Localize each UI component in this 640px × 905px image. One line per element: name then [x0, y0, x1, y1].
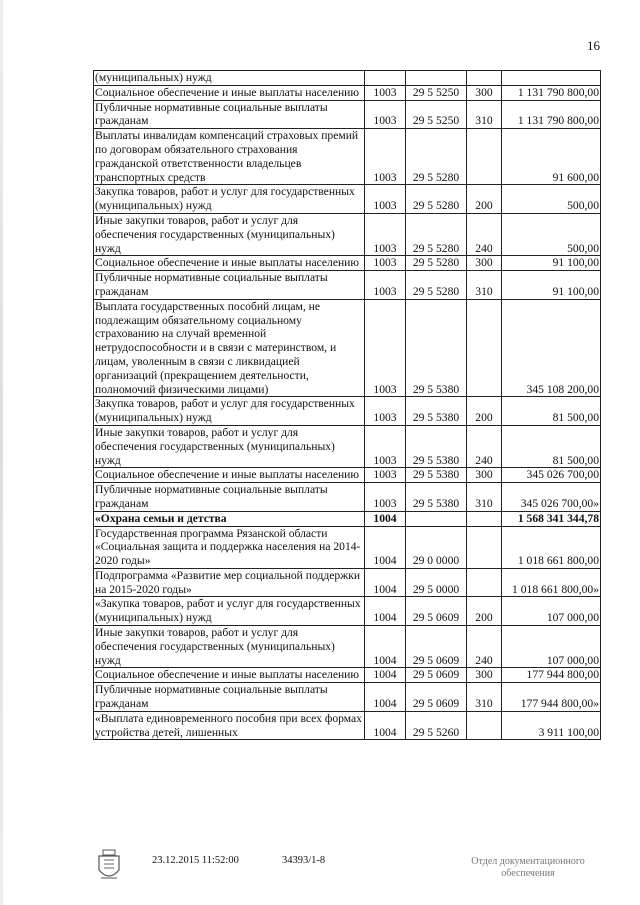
table-row: [94, 299, 601, 397]
row-section-cell: [365, 71, 406, 86]
row-expense-type-cell: 300: [467, 468, 502, 483]
row-expense-type-cell: 310: [467, 683, 502, 712]
row-expense-type-cell: [467, 71, 502, 86]
budget-table-body: [94, 71, 601, 740]
row-section-cell: 1004: [365, 568, 406, 597]
row-article-cell: 29 5 0609: [406, 626, 467, 668]
row-expense-type-cell: [467, 526, 502, 568]
row-article-cell: 29 5 5280: [406, 213, 467, 255]
footer-department-stamp: Отдел документационного обеспечения: [471, 856, 585, 879]
row-expense-type-cell: 240: [467, 626, 502, 668]
row-sum-cell: 1 018 661 800,00»: [502, 568, 601, 597]
row-sum-cell: 3 911 100,00: [502, 711, 601, 740]
row-section-cell: 1004: [365, 683, 406, 712]
row-name-cell: «Выплата единовременного пособия при всех формах устройства детей, лишенных: [94, 711, 365, 740]
row-name-cell: Выплаты инвалидам компенсаций страховых премий по договорам обязательного страхования гражданской ответственности владельцев транспортных средств: [94, 129, 365, 185]
row-name-cell: «Закупка товаров, работ и услуг для государственных (муниципальных) нужд: [94, 597, 365, 626]
row-sum-cell: 177 944 800,00»: [502, 683, 601, 712]
row-expense-type-cell: 310: [467, 100, 502, 129]
table-row: [94, 256, 601, 271]
row-section-cell: 1004: [365, 626, 406, 668]
row-expense-type-cell: 200: [467, 397, 502, 426]
row-sum-cell: 91 100,00: [502, 271, 601, 300]
row-section-cell: 1003: [365, 129, 406, 185]
row-sum-cell: 81 500,00: [502, 425, 601, 467]
row-article-cell: 29 5 5380: [406, 425, 467, 467]
row-article-cell: 29 5 5280: [406, 256, 467, 271]
row-sum-cell: 345 026 700,00: [502, 468, 601, 483]
row-name-cell: Закупка товаров, работ и услуг для государственных (муниципальных) нужд: [94, 397, 365, 426]
row-article-cell: 29 5 0609: [406, 683, 467, 712]
row-section-cell: 1003: [365, 271, 406, 300]
table-row: [94, 668, 601, 683]
table-row: [94, 271, 601, 300]
row-name-cell: Социальное обеспечение и иные выплаты населению: [94, 85, 365, 100]
table-row: [94, 185, 601, 214]
coat-of-arms-stamp: [95, 848, 123, 884]
table-row: [94, 425, 601, 467]
row-article-cell: 29 5 5250: [406, 85, 467, 100]
row-expense-type-cell: [467, 129, 502, 185]
row-name-cell: «Охрана семьи и детства: [94, 511, 365, 526]
row-article-cell: 29 5 0609: [406, 668, 467, 683]
row-name-cell: (муниципальных) нужд: [94, 71, 365, 86]
row-article-cell: 29 5 0609: [406, 597, 467, 626]
row-expense-type-cell: [467, 568, 502, 597]
table-row: [94, 597, 601, 626]
row-expense-type-cell: 300: [467, 256, 502, 271]
row-article-cell: 29 5 0000: [406, 568, 467, 597]
table-row: [94, 85, 601, 100]
row-sum-cell: 107 000,00: [502, 626, 601, 668]
table-row: [94, 526, 601, 568]
row-expense-type-cell: 200: [467, 597, 502, 626]
table-row: [94, 568, 601, 597]
table-row: [94, 129, 601, 185]
row-sum-cell: 91 100,00: [502, 256, 601, 271]
footer-doc-code: 34393/1-8: [282, 855, 326, 866]
footer-datetime: 23.12.2015 11:52:00: [152, 855, 239, 866]
table-row: [94, 626, 601, 668]
table-row: [94, 511, 601, 526]
row-article-cell: 29 5 5280: [406, 271, 467, 300]
row-section-cell: 1003: [365, 185, 406, 214]
row-article-cell: 29 5 5280: [406, 185, 467, 214]
row-article-cell: 29 5 5280: [406, 129, 467, 185]
row-sum-cell: 1 018 661 800,00: [502, 526, 601, 568]
row-name-cell: Иные закупки товаров, работ и услуг для обеспечения государственных (муниципальных) нужд: [94, 213, 365, 255]
row-expense-type-cell: [467, 711, 502, 740]
row-name-cell: Социальное обеспечение и иные выплаты населению: [94, 668, 365, 683]
row-name-cell: Публичные нормативные социальные выплаты гражданам: [94, 483, 365, 512]
row-expense-type-cell: 300: [467, 668, 502, 683]
row-article-cell: 29 5 5380: [406, 483, 467, 512]
row-expense-type-cell: 240: [467, 425, 502, 467]
row-name-cell: Иные закупки товаров, работ и услуг для обеспечения государственных (муниципальных) нужд: [94, 626, 365, 668]
row-name-cell: Закупка товаров, работ и услуг для государственных (муниципальных) нужд: [94, 185, 365, 214]
row-article-cell: [406, 511, 467, 526]
row-name-cell: Социальное обеспечение и иные выплаты населению: [94, 468, 365, 483]
row-expense-type-cell: 310: [467, 483, 502, 512]
row-section-cell: 1004: [365, 597, 406, 626]
row-expense-type-cell: [467, 511, 502, 526]
row-section-cell: 1003: [365, 85, 406, 100]
table-row: [94, 397, 601, 426]
page-number: 16: [587, 38, 600, 53]
row-article-cell: [406, 71, 467, 86]
row-sum-cell: 1 568 341 344,78: [502, 511, 601, 526]
row-section-cell: 1003: [365, 468, 406, 483]
row-name-cell: Иные закупки товаров, работ и услуг для обеспечения государственных (муниципальных) нужд: [94, 425, 365, 467]
row-name-cell: Публичные нормативные социальные выплаты гражданам: [94, 271, 365, 300]
row-section-cell: 1003: [365, 425, 406, 467]
row-article-cell: 29 5 5260: [406, 711, 467, 740]
row-name-cell: Подпрограмма «Развитие мер социальной поддержки на 2015-2020 годы»: [94, 568, 365, 597]
row-section-cell: 1003: [365, 299, 406, 397]
row-expense-type-cell: 300: [467, 85, 502, 100]
row-name-cell: Публичные нормативные социальные выплаты гражданам: [94, 683, 365, 712]
row-article-cell: 29 0 0000: [406, 526, 467, 568]
scan-edge-shadow: [0, 0, 3, 905]
row-sum-cell: 177 944 800,00: [502, 668, 601, 683]
table-row: [94, 711, 601, 740]
table-row: [94, 213, 601, 255]
row-section-cell: 1004: [365, 511, 406, 526]
row-sum-cell: 500,00: [502, 185, 601, 214]
row-section-cell: 1004: [365, 668, 406, 683]
row-name-cell: Выплата государственных пособий лицам, не подлежащим обязательному социальному страхованию на случай временной нетрудоспособности и в связи с материнством, и лицам, уволенным в связи с ликвидацией организаций (прекращением деятельности, полномочий физическими лицами): [94, 299, 365, 397]
row-sum-cell: 91 600,00: [502, 129, 601, 185]
row-name-cell: Публичные нормативные социальные выплаты гражданам: [94, 100, 365, 129]
row-expense-type-cell: 310: [467, 271, 502, 300]
table-row: [94, 483, 601, 512]
row-sum-cell: [502, 71, 601, 86]
row-expense-type-cell: 240: [467, 213, 502, 255]
row-section-cell: 1003: [365, 397, 406, 426]
row-section-cell: 1004: [365, 526, 406, 568]
row-section-cell: 1003: [365, 213, 406, 255]
row-sum-cell: 81 500,00: [502, 397, 601, 426]
table-row: [94, 100, 601, 129]
row-expense-type-cell: 200: [467, 185, 502, 214]
row-article-cell: 29 5 5250: [406, 100, 467, 129]
row-expense-type-cell: [467, 299, 502, 397]
row-name-cell: Социальное обеспечение и иные выплаты населению: [94, 256, 365, 271]
row-sum-cell: 345 108 200,00: [502, 299, 601, 397]
row-sum-cell: 1 131 790 800,00: [502, 85, 601, 100]
table-row: [94, 683, 601, 712]
table-row: [94, 71, 601, 86]
row-article-cell: 29 5 5380: [406, 468, 467, 483]
row-article-cell: 29 5 5380: [406, 397, 467, 426]
row-article-cell: 29 5 5380: [406, 299, 467, 397]
row-section-cell: 1003: [365, 100, 406, 129]
row-sum-cell: 345 026 700,00»: [502, 483, 601, 512]
row-sum-cell: 107 000,00: [502, 597, 601, 626]
row-section-cell: 1004: [365, 711, 406, 740]
row-sum-cell: 1 131 790 800,00: [502, 100, 601, 129]
table-row: [94, 468, 601, 483]
row-sum-cell: 500,00: [502, 213, 601, 255]
row-section-cell: 1003: [365, 483, 406, 512]
row-name-cell: Государственная программа Рязанской области «Социальная защита и поддержка населения на 2014-2020 годы»: [94, 526, 365, 568]
budget-table: [93, 70, 601, 740]
row-section-cell: 1003: [365, 256, 406, 271]
